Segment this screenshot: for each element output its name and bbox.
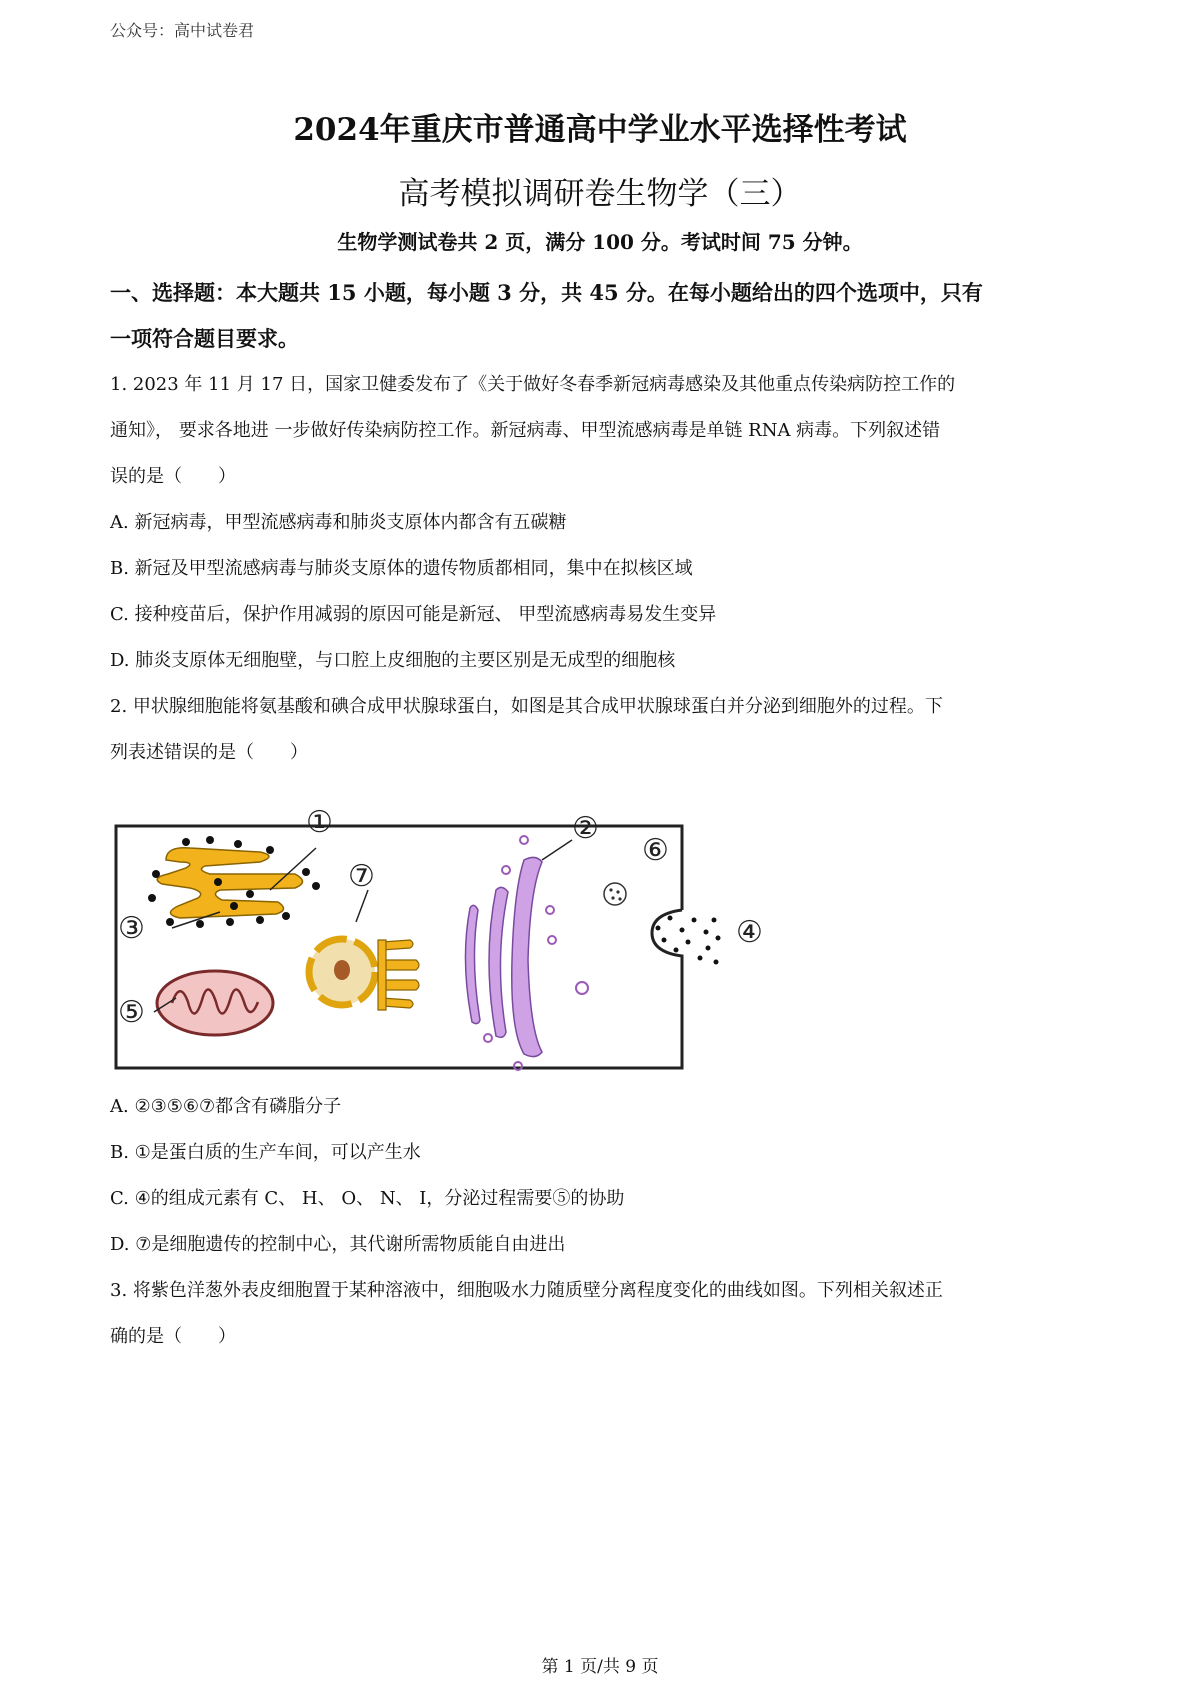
mitochondrion <box>157 971 273 1035</box>
q2-option-c: C. ④的组成元素有 C、 H、 O、 N、 I，分泌过程需要⑤的协助 <box>110 1188 625 1209</box>
secretory-vesicle <box>604 883 626 905</box>
golgi-apparatus <box>465 857 542 1056</box>
question-3 <box>110 1268 1100 1360</box>
q3-stem-line2: 确的是（ ） <box>110 1326 236 1347</box>
label-6: ⑥ <box>642 833 669 868</box>
section-heading-line1: 一、选择题：本大题共 15 小题，每小题 3 分，共 45 分。在每小题给出的四个选项中，只有 <box>110 280 983 305</box>
exam-title: 2024年重庆市普通高中学业水平选择性考试 <box>293 112 907 148</box>
page-number: 第 1 页/共 9 页 <box>541 1657 659 1677</box>
q3-stem-line1: 3. 将紫色洋葱外表皮细胞置于某种溶液中，细胞吸水力随质壁分离程度变化的曲线如图。下列相关叙述正 <box>110 1280 943 1301</box>
nucleolus <box>334 960 350 980</box>
er-membrane <box>157 848 302 918</box>
label-4: ④ <box>736 915 763 950</box>
nucleus <box>309 939 375 1005</box>
q1-stem-line2: 通知》， 要求各地进 一步做好传染病防控工作。新冠病毒、甲型流感病毒是单链 RNA 病毒。下列叙述错 <box>110 420 941 441</box>
q1-option-c: C. 接种疫苗后，保护作用减弱的原因可能是新冠、 甲型流感病毒易发生变异 <box>110 604 717 625</box>
rough-er <box>148 836 320 928</box>
header-note: 公众号：高中试卷君 <box>110 21 255 40</box>
label-3: ③ <box>118 911 145 946</box>
q2-stem-line2: 列表述错误的是（ ） <box>110 742 308 763</box>
q2-option-a: A. ②③⑤⑥⑦都含有磷脂分子 <box>110 1096 342 1117</box>
exam-subtitle: 高考模拟调研卷生物学（三） <box>398 176 802 212</box>
q1-stem-line1: 1. 2023 年 11 月 17 日，国家卫健委发布了《关于做好冬春季新冠病毒感染及其他重点传染病防控工作的 <box>110 374 956 395</box>
cell-secretion-figure <box>110 790 810 1080</box>
er-near-nucleus <box>378 940 419 1010</box>
exam-info: 生物学测试卷共 2 页，满分 100 分。考试时间 75 分钟。 <box>337 230 863 254</box>
q2-option-b: B. ①是蛋白质的生产车间，可以产生水 <box>110 1142 421 1163</box>
q2-option-d: D. ⑦是细胞遗传的控制中心，其代谢所需物质能自由进出 <box>110 1234 566 1255</box>
label-1: ① <box>306 805 333 840</box>
q2-stem-line1: 2. 甲状腺细胞能将氨基酸和碘合成甲状腺球蛋白，如图是其合成甲状腺球蛋白并分泌到细胞外的过程。下 <box>110 696 943 717</box>
exam-content <box>110 270 1100 1360</box>
q1-option-a: A. 新冠病毒，甲型流感病毒和肺炎支原体内都含有五碳糖 <box>110 512 567 533</box>
q1-option-b: B. 新冠及甲型流感病毒与肺炎支原体的遗传物质都相同，集中在拟核区域 <box>110 558 693 579</box>
q1-option-d: D. 肺炎支原体无细胞壁，与口腔上皮细胞的主要区别是无成型的细胞核 <box>110 650 676 671</box>
q1-stem-line3: 误的是（ ） <box>110 466 236 487</box>
label-2: ② <box>572 811 599 846</box>
cell-diagram <box>110 790 810 1080</box>
question-1 <box>110 362 1100 684</box>
section-heading-line2: 一项符合题目要求。 <box>110 326 299 351</box>
label-5: ⑤ <box>118 995 145 1030</box>
secreted-proteins <box>656 916 721 965</box>
label-7: ⑦ <box>348 859 375 894</box>
question-2 <box>110 684 1100 1268</box>
